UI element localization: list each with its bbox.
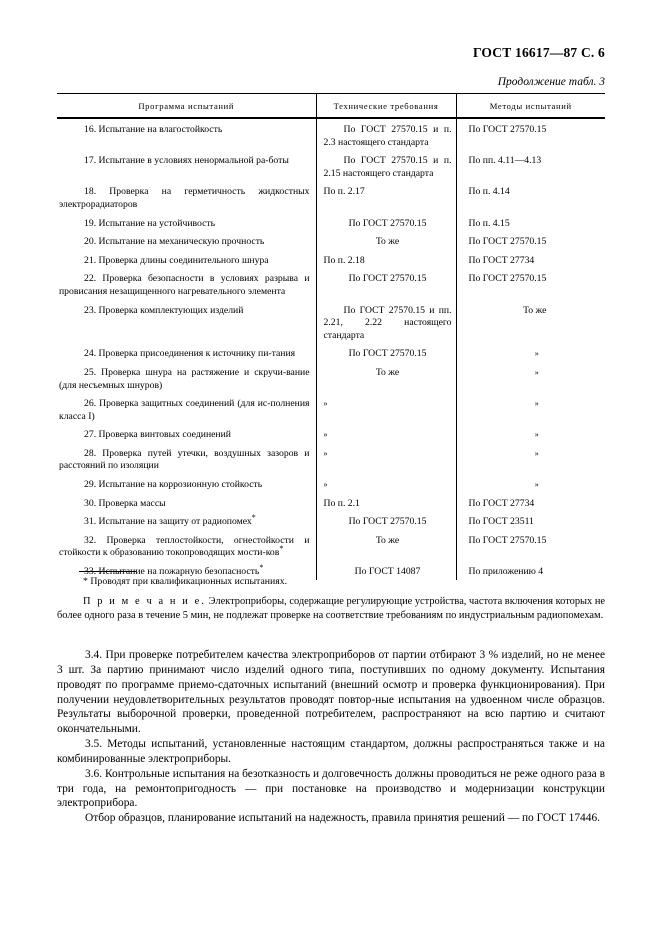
cell-program: 19. Испытание на устойчивость [84,217,216,229]
cell-program: 17. Испытание в условиях ненормальной ра-боты [84,155,289,167]
cell-requirements: По ГОСТ 14087 [316,561,456,580]
cell-requirements: По ГОСТ 27570.15 [316,511,456,530]
note-block [57,595,605,622]
cell-requirements [316,443,456,474]
body-paragraph: Отбор образцов, планирование испытаний на надежность, правила принятия решений — по ГОСТ 17446. [85,812,600,825]
cell-requirements: То же [316,530,456,561]
cell-program: 22. Проверка безопасности в условиях разрыва и провисания незащищенного нагревательного элемента [59,273,310,297]
cell-program: 20. Испытание на механическую прочность [84,236,265,248]
cell-methods: По ГОСТ 27570.15 [456,268,605,299]
footnote-rule [79,571,136,572]
cell-program: 18. Проверка на герметичность жидкостных электрорадиаторов [59,186,310,210]
test-program-table-wrapper [57,93,605,580]
table-row [57,393,605,424]
table-row [57,300,605,344]
table-row [57,231,605,250]
cell-methods [456,474,605,493]
table-row [57,268,605,299]
cell-program: 32. Проверка теплостойкости, огнестойкости и стойкости к образованию токопроводящих мости-ков* [59,534,310,559]
table-row [57,443,605,474]
ditto-mark: » [534,399,539,409]
cell-requirements: По ГОСТ 27570.15 и п. 2.3 настоящего стандарта [316,118,456,150]
table-header-row [57,94,605,119]
table-row [57,213,605,232]
column-header-requirements: Технические требования [316,94,456,119]
cell-requirements [316,424,456,443]
cell-methods: По ГОСТ 27734 [456,493,605,512]
cell-methods [456,343,605,362]
table-row [57,474,605,493]
table-body [57,118,605,580]
cell-requirements: То же [316,362,456,393]
cell-program: 26. Проверка защитных соединений (для ис-полнения класса I) [59,398,310,422]
cell-program: 31. Испытание на защиту от радиопомех* [84,513,256,528]
ditto-mark: » [534,448,539,458]
cell-requirements: По ГОСТ 27570.15 [316,343,456,362]
cell-program: 27. Проверка винтовых соединений [84,429,231,441]
cell-requirements: По п. 2.1 [316,493,456,512]
cell-requirements: По ГОСТ 27570.15 и п. 2.15 настоящего стандарта [316,150,456,181]
table-continuation-label: Продолжение табл. 3 [497,76,605,88]
table-row [57,118,605,150]
body-paragraph: 3.5. Методы испытаний, установленные настоящим стандартом, должны распространяться также и на комбинированные электроприборы. [57,738,605,765]
cell-methods [456,362,605,393]
table-row [57,250,605,269]
body-paragraph: 3.4. При проверке потребителем качества электроприборов от партии отбирают 3 % изделий, но не менее 3 шт. За партию принимают число изделий одного типа, поступивших по одному документу. Испытания проводят по программе приемо-сдаточных испытаний (внешний осмотр и проверка функционирования). При получении неудовлетворительных результатов проводят повтор-ные испытания на удвоенном числе образцов. Результаты выборочной проверки, проведенной потребителем, распространяют на всю партию и считают окончательными. [57,649,605,736]
cell-methods: По п. 4.15 [456,213,605,232]
cell-methods [456,393,605,424]
cell-requirements [316,393,456,424]
table-row [57,424,605,443]
ditto-mark: » [323,448,328,458]
table-row [57,511,605,530]
cell-program: 16. Испытание на влагостойкость [84,124,223,135]
ditto-mark: » [323,430,328,440]
ditto-mark: » [534,480,539,490]
cell-program: 28. Проверка путей утечки, воздушных зазоров и расстояний по изоляции [59,447,310,472]
cell-program: 29. Испытание на коррозионную стойкость [84,479,263,491]
footnote-marker: * [279,544,284,554]
cell-requirements: По ГОСТ 27570.15 [316,213,456,232]
body-paragraphs [57,648,605,826]
ditto-mark: » [323,480,328,490]
test-program-table [57,93,605,580]
cell-methods: По ГОСТ 23511 [456,511,605,530]
table-row [57,181,605,212]
cell-methods: По ГОСТ 27570.15 [456,118,605,150]
ditto-mark: » [534,367,539,377]
cell-methods [456,443,605,474]
column-header-program: Программа испытаний [57,94,316,119]
cell-program: 25. Проверка шнура на растяжение и скручи-вание (для несъемных шнуров) [59,366,310,391]
cell-program: 30. Проверка массы [84,497,166,509]
footnote-marker: * [251,513,256,523]
footnote-marker: * [259,562,264,572]
cell-requirements: По ГОСТ 27570.15 [316,268,456,299]
cell-program: 23. Проверка комплектующих изделий [84,304,244,316]
cell-requirements: По п. 2.18 [316,250,456,269]
cell-methods: По ГОСТ 27734 [456,250,605,269]
cell-program: 21. Проверка длины соединительного шнура [84,254,269,266]
cell-methods [456,424,605,443]
note-text: Электроприборы, содержащие регулирующие устройства, частота включения которых не более одного раза в течение 5 мин, не подлежат проверке на соответствие требованиям по индустриальным радиопомехам. [57,596,605,621]
ditto-mark: » [323,399,328,409]
table-row [57,343,605,362]
table-row [57,493,605,512]
ditto-mark: » [534,430,539,440]
ditto-mark: » [534,349,539,359]
cell-methods: По приложению 4 [456,561,605,580]
note-label: П р и м е ч а н и е. [83,596,207,607]
cell-program: 33. Испытание на пожарную безопасность* [84,562,264,578]
table-row [57,150,605,181]
column-header-methods: Методы испытаний [456,94,605,119]
cell-program: 24. Проверка присоединения к источнику пи-тания [84,348,296,360]
cell-requirements: По ГОСТ 27570.15 и пп. 2.21, 2.22 настоящего стандарта [316,300,456,344]
cell-methods: То же [456,300,605,344]
cell-requirements [316,474,456,493]
cell-methods: По п. 4.14 [456,181,605,212]
cell-methods: По ГОСТ 27570.15 [456,231,605,250]
cell-methods: По пп. 4.11—4.13 [456,150,605,181]
cell-requirements: То же [316,231,456,250]
table-row [57,530,605,561]
running-head: ГОСТ 16617—87 С. 6 [472,45,605,60]
cell-methods: По ГОСТ 27570.15 [456,530,605,561]
table-row [57,362,605,393]
body-paragraph: 3.6. Контрольные испытания на безотказность и долговечность должны проводиться не реже одного раза в три года, на ремонтопригодность — при постановке на производство и модернизации конструкции электроприбора. [57,767,605,810]
footnote-text: * Проводят при квалификационных испытаниях. [83,576,288,587]
cell-requirements: По п. 2.17 [316,181,456,212]
